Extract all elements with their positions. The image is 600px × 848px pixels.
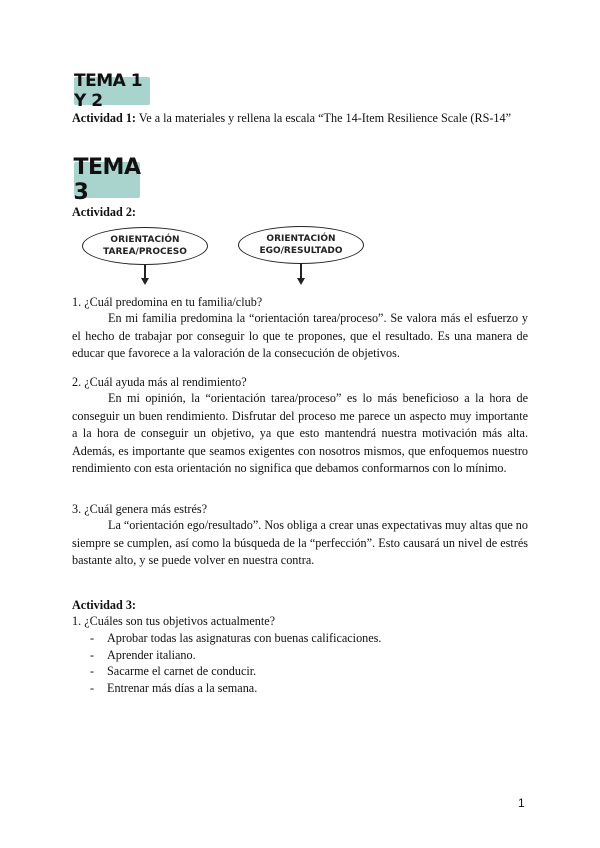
list-item: - Entrenar más días a la semana. (90, 680, 258, 695)
list-item: - Aprender italiano. (90, 647, 196, 662)
list-item: - Aprobar todas las asignaturas con buenas calificaciones. (90, 631, 382, 645)
actividad-3-label: Actividad 3: (72, 598, 136, 612)
answer-1 (72, 310, 528, 363)
list-item-text: Entrenar más días a la semana. (107, 680, 258, 695)
question-4: 1. ¿Cuáles son tus objetivos actualmente? (72, 614, 276, 628)
answer-2 (72, 390, 528, 478)
orientation-task-line-2: TAREA/PROCESO (103, 247, 187, 257)
orientation-task-ellipse (82, 227, 208, 265)
actividad-1-line (72, 110, 511, 128)
actividad-1-label: Actividad 1: (72, 111, 136, 125)
list-item-text: Aprender italiano. (107, 647, 196, 662)
orientation-task-line-1: ORIENTACIÓN (110, 235, 180, 245)
list-item-text: Sacarme el carnet de conducir. (107, 664, 257, 678)
ego-arrow-icon (297, 278, 305, 285)
ego-arrow-line (300, 264, 302, 279)
orientation-ego-line-1: ORIENTACIÓN (266, 234, 336, 244)
tema-3-banner: TEMA 3 (73, 155, 141, 205)
list-item: - Sacarme el carnet de conducir. (90, 664, 257, 678)
orientation-ego-ellipse (238, 226, 364, 264)
question-3: 3. ¿Cuál genera más estrés? (72, 502, 208, 516)
answer-2-text: En mi opinión, la “orientación tarea/proceso” es lo más beneficioso a la hora de conseguir un buen rendimiento. Disfrutar del proceso me parece un aspecto muy importante a la hora de conseguir un objetivo, ya que esto mantendrá nuestra motivación más alta. Además, es importante que seamos exigentes con nosotros mismos, que enfoquemos nuestro rendimiento con esta orientación no significa que debamos conformarnos con lo mínimo. (72, 391, 528, 475)
question-1: 1. ¿Cuál predomina en tu familia/club? (72, 295, 263, 309)
actividad-1-text: Ve a la materiales y rellena la escala “The 14-Item Resilience Scale (RS-14” (135, 111, 512, 125)
task-arrow-line (144, 265, 146, 279)
task-arrow-icon (141, 278, 149, 285)
page-number: 1 (518, 796, 525, 810)
orientation-ego-line-2: EGO/RESULTADO (259, 246, 343, 256)
actividad-2-label: Actividad 2: (72, 205, 136, 219)
question-2: 2. ¿Cuál ayuda más al rendimiento? (72, 375, 247, 389)
answer-3 (72, 517, 528, 570)
objectives-list (90, 630, 381, 696)
answer-1-text: En mi familia predomina la “orientación tarea/proceso”. Se valora más el esfuerzo y el hecho de trabajar por conseguir lo que te propones, que el resultado. Es una manera de educar que favorece a la valoración de la consecución de objetivos. (72, 311, 528, 360)
list-item-text: Aprobar todas las asignaturas con buenas calificaciones. (107, 631, 382, 645)
tema-1-2-banner: TEMA 1 Y 2 (74, 77, 150, 105)
answer-3-text: La “orientación ego/resultado”. Nos obliga a crear unas expectativas muy altas que no siempre se cumplen, así como la búsqueda de la “perfección”. Esto causará un nivel de estrés bastante alto, y se puede volver en nuestra contra. (72, 518, 528, 567)
